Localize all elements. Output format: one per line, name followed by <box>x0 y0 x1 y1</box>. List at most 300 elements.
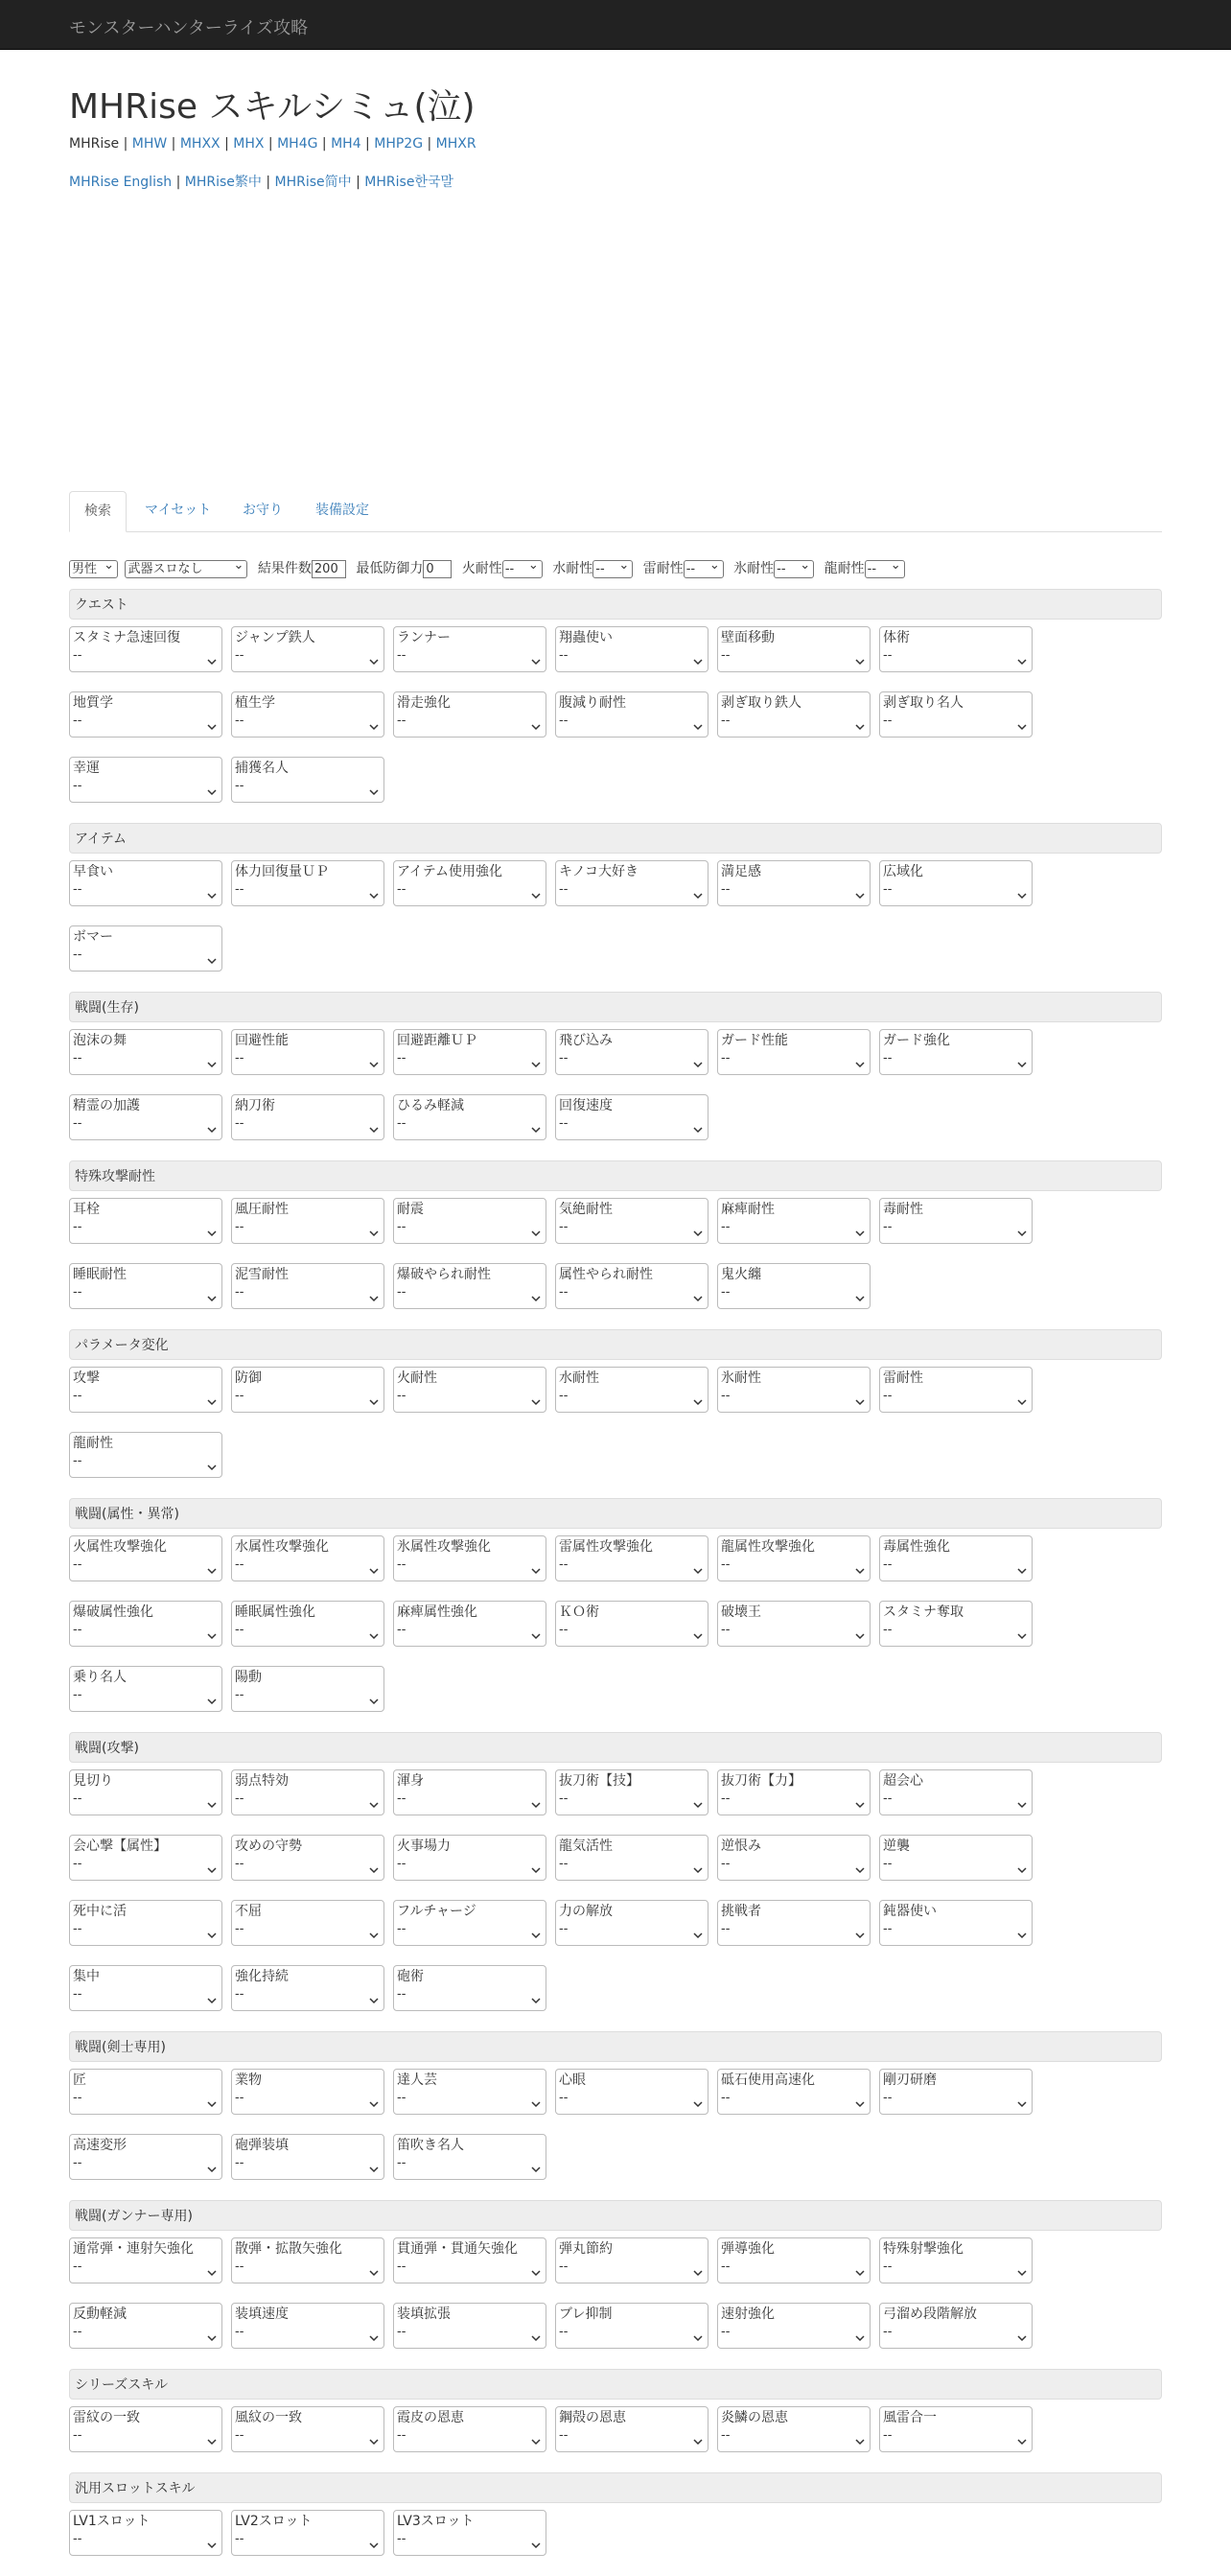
skill-level-value: -- <box>397 1285 406 1300</box>
skill-name: ＫＯ術 <box>559 1604 599 1620</box>
skill-name: 毒耐性 <box>883 1202 923 1217</box>
skill-level-value: -- <box>73 1987 82 2002</box>
skill-level-value: -- <box>883 714 893 728</box>
skill-select[interactable] <box>393 860 546 906</box>
skill-select[interactable] <box>69 1263 222 1309</box>
skill-name: LV2スロット <box>235 2514 313 2529</box>
skill-select[interactable] <box>69 1900 222 1946</box>
skill-level-value: -- <box>559 1857 569 1871</box>
chevron-down-icon <box>530 1630 542 1642</box>
skill-select[interactable] <box>717 2069 871 2115</box>
skill-select[interactable] <box>555 1198 708 1244</box>
skill-level-value: -- <box>73 948 82 962</box>
skill-select[interactable] <box>555 2069 708 2115</box>
chevron-down-icon <box>206 1124 218 1136</box>
skill-level-value: -- <box>397 1051 406 1066</box>
skill-level-value: -- <box>397 2532 406 2546</box>
skill-level-value: -- <box>397 1987 406 2002</box>
tab-bar <box>69 491 1162 532</box>
version-link-mh4g[interactable]: MH4G <box>277 136 318 152</box>
skill-name: LV1スロット <box>73 2514 151 2529</box>
chevron-down-icon <box>206 2164 218 2175</box>
chevron-down-icon <box>692 890 704 902</box>
skill-level-value: -- <box>235 2156 244 2170</box>
skill-select[interactable] <box>555 626 708 672</box>
skill-select[interactable] <box>393 1367 546 1413</box>
skill-select[interactable] <box>231 1835 384 1881</box>
skill-select[interactable] <box>69 1601 222 1647</box>
chevron-down-icon <box>692 1124 704 1136</box>
skill-select[interactable] <box>879 691 1033 738</box>
skill-select[interactable] <box>555 1367 708 1413</box>
skill-level-value: -- <box>73 2532 82 2546</box>
skill-select[interactable] <box>69 626 222 672</box>
version-link-mhp2g[interactable]: MHP2G <box>374 136 424 152</box>
ad-space <box>69 213 1162 481</box>
skill-select[interactable] <box>879 2406 1033 2452</box>
skill-level-value: -- <box>721 2260 731 2274</box>
skill-name: スタミナ奪取 <box>883 1604 964 1620</box>
skill-select[interactable] <box>69 2069 222 2115</box>
skill-select[interactable] <box>393 1029 546 1075</box>
version-link-mhw[interactable]: MHW <box>131 136 168 152</box>
chevron-down-icon <box>854 2436 866 2447</box>
tab-charms[interactable]: お守り <box>243 503 283 518</box>
skill-select[interactable] <box>231 1535 384 1581</box>
skill-select[interactable] <box>717 2237 871 2283</box>
chevron-down-icon <box>692 2332 704 2344</box>
skill-name: 麻痺属性強化 <box>397 1604 477 1620</box>
skill-select[interactable] <box>555 1601 708 1647</box>
skill-name: 雷属性攻撃強化 <box>559 1539 653 1555</box>
skill-select[interactable] <box>717 1029 871 1075</box>
chevron-down-icon <box>1016 1930 1028 1941</box>
skill-level-value: -- <box>235 1791 244 1806</box>
skill-select[interactable] <box>69 1198 222 1244</box>
skill-level-value: -- <box>397 1220 406 1234</box>
skill-level-value: -- <box>559 1285 569 1300</box>
skill-select[interactable] <box>717 1367 871 1413</box>
skill-select[interactable] <box>879 1198 1033 1244</box>
skill-select[interactable] <box>69 691 222 738</box>
version-link-mhxr[interactable]: MHXR <box>435 136 476 152</box>
skill-select[interactable] <box>393 691 546 738</box>
skill-level-value: -- <box>397 2428 406 2443</box>
skill-select[interactable] <box>393 2134 546 2180</box>
skill-select[interactable] <box>393 1601 546 1647</box>
skill-name: 防御 <box>235 1370 262 1386</box>
skill-select[interactable] <box>717 1535 871 1581</box>
skill-select[interactable] <box>393 2406 546 2452</box>
chevron-down-icon <box>530 2540 542 2551</box>
chevron-down-icon <box>854 2332 866 2344</box>
chevron-down-icon <box>368 1396 380 1408</box>
skill-select[interactable] <box>555 860 708 906</box>
tab-equipment-settings[interactable]: 装備設定 <box>315 503 369 518</box>
skill-select[interactable] <box>717 1835 871 1881</box>
chevron-down-icon <box>1016 1059 1028 1070</box>
skill-select[interactable] <box>555 1900 708 1946</box>
skill-level-value: -- <box>883 1557 893 1572</box>
weapon-slot-select[interactable]: 武器スロなし ⌄ <box>125 560 247 578</box>
skill-grid <box>69 2069 1162 2199</box>
skill-name: フルチャージ <box>397 1904 476 1919</box>
skill-name: 剥ぎ取り鉄人 <box>721 695 801 711</box>
language-link-simplified-chinese[interactable]: MHRise简中 <box>274 175 352 190</box>
chevron-down-icon <box>854 2098 866 2110</box>
skill-select[interactable] <box>555 1769 708 1815</box>
skill-select[interactable] <box>69 757 222 803</box>
fire-res-select[interactable]: -- ⌄ <box>502 560 543 578</box>
chevron-down-icon <box>530 1864 542 1876</box>
chevron-down-icon <box>530 1124 542 1136</box>
skill-select[interactable] <box>555 2237 708 2283</box>
skill-grid <box>69 1029 1162 1159</box>
skill-select[interactable] <box>555 1535 708 1581</box>
skill-level-value: -- <box>721 1557 731 1572</box>
chevron-down-icon <box>206 2540 218 2551</box>
skill-level-value: -- <box>73 1285 82 1300</box>
language-link-traditional-chinese[interactable]: MHRise繁中 <box>184 175 262 190</box>
skill-select[interactable] <box>69 925 222 972</box>
skill-name: 火属性攻撃強化 <box>73 1539 167 1555</box>
skill-select[interactable] <box>231 626 384 672</box>
skill-select[interactable] <box>393 1900 546 1946</box>
skill-grid <box>69 626 1162 822</box>
skill-select[interactable] <box>393 2303 546 2349</box>
current-version: MHRise <box>69 136 120 152</box>
skill-select[interactable] <box>555 1094 708 1140</box>
skill-grid <box>69 2237 1162 2368</box>
skill-name: 水属性攻撃強化 <box>235 1539 329 1555</box>
skill-name: 鬼火纏 <box>721 1267 761 1282</box>
skill-level-value: -- <box>73 648 82 663</box>
skill-level-value: -- <box>235 714 244 728</box>
chevron-down-icon <box>854 1799 866 1811</box>
skill-grid <box>69 2510 1162 2575</box>
chevron-down-icon <box>530 2098 542 2110</box>
thunder-res-label: 雷耐性 <box>642 561 684 576</box>
skill-grid <box>69 860 1162 991</box>
skill-select[interactable] <box>393 2510 546 2556</box>
skill-select[interactable] <box>717 1263 871 1309</box>
chevron-down-icon <box>206 1799 218 1811</box>
chevron-down-icon <box>1016 1565 1028 1577</box>
skill-select[interactable] <box>717 626 871 672</box>
skill-select[interactable] <box>879 1835 1033 1881</box>
skill-select[interactable] <box>69 1835 222 1881</box>
skill-select[interactable] <box>69 2134 222 2180</box>
skill-select[interactable] <box>69 2237 222 2283</box>
skill-select[interactable] <box>69 1029 222 1075</box>
skill-name: 飛び込み <box>559 1033 613 1048</box>
skill-select[interactable] <box>717 1198 871 1244</box>
skill-level-value: -- <box>883 1922 893 1936</box>
skill-level-value: -- <box>883 2091 893 2105</box>
section-header: シリーズスキル <box>69 2369 1162 2400</box>
skill-select[interactable] <box>231 1029 384 1075</box>
skill-name: 渾身 <box>397 1773 424 1789</box>
skill-select[interactable] <box>69 1367 222 1413</box>
tab-search[interactable]: 検索 <box>69 491 127 532</box>
skill-name: 抜刀術【力】 <box>721 1773 801 1789</box>
tab-my-set[interactable]: マイセット <box>145 503 212 518</box>
skill-select[interactable] <box>393 626 546 672</box>
skill-name: 龍気活性 <box>559 1838 613 1854</box>
skill-select[interactable] <box>231 1263 384 1309</box>
skill-level-value: -- <box>397 714 406 728</box>
skill-name: 鋼殻の恩恵 <box>559 2410 626 2425</box>
skill-select[interactable] <box>231 1666 384 1712</box>
skill-level-value: -- <box>721 2325 731 2339</box>
skill-level-value: -- <box>235 1623 244 1637</box>
section-header: 戦闘(攻撃) <box>69 1732 1162 1763</box>
skill-select[interactable] <box>879 1535 1033 1581</box>
skill-level-value: -- <box>559 1389 569 1403</box>
skill-name: 毒属性強化 <box>883 1539 950 1555</box>
skill-select[interactable] <box>69 1432 222 1478</box>
chevron-down-icon <box>854 1864 866 1876</box>
skill-select[interactable] <box>555 691 708 738</box>
skill-level-value: -- <box>883 1623 893 1637</box>
skill-name: 貫通弾・貫通矢強化 <box>397 2241 518 2257</box>
skill-select[interactable] <box>69 1769 222 1815</box>
skill-select[interactable] <box>879 1367 1033 1413</box>
skill-level-value: -- <box>235 1857 244 1871</box>
chevron-down-icon <box>368 1124 380 1136</box>
skill-select[interactable] <box>717 691 871 738</box>
language-link-korean[interactable]: MHRise한국말 <box>364 175 453 190</box>
skill-name: 龍属性攻撃強化 <box>721 1539 815 1555</box>
skill-name: 氷属性攻撃強化 <box>397 1539 491 1555</box>
skill-level-value: -- <box>559 2428 569 2443</box>
skill-select[interactable] <box>717 1601 871 1647</box>
skill-name: 麻痺耐性 <box>721 1202 775 1217</box>
skill-name: 納刀術 <box>235 1098 275 1113</box>
skill-level-value: -- <box>721 2428 731 2443</box>
skill-select[interactable] <box>69 2406 222 2452</box>
skill-name: 広域化 <box>883 864 923 879</box>
chevron-down-icon <box>1016 2332 1028 2344</box>
chevron-down-icon <box>206 2332 218 2344</box>
ice-res-label: 氷耐性 <box>733 561 775 576</box>
navbar-brand[interactable]: モンスターハンターライズ攻略 <box>69 18 309 38</box>
skill-name: ひるみ軽減 <box>397 1098 464 1113</box>
skill-select[interactable] <box>393 1769 546 1815</box>
skill-select[interactable] <box>69 1535 222 1581</box>
skill-select[interactable] <box>231 2510 384 2556</box>
chevron-down-icon <box>206 1930 218 1941</box>
skill-select[interactable] <box>717 1769 871 1815</box>
skill-select[interactable] <box>231 1900 384 1946</box>
skill-select[interactable] <box>879 1029 1033 1075</box>
skill-select[interactable] <box>555 1835 708 1881</box>
skill-select[interactable] <box>231 2303 384 2349</box>
skill-select[interactable] <box>231 1769 384 1815</box>
skill-select[interactable] <box>231 2069 384 2115</box>
skill-select[interactable] <box>879 626 1033 672</box>
skill-select[interactable] <box>69 1094 222 1140</box>
chevron-down-icon <box>368 1293 380 1304</box>
skill-select[interactable] <box>393 2237 546 2283</box>
skill-select[interactable] <box>393 1263 546 1309</box>
skill-level-value: -- <box>721 1922 731 1936</box>
skill-select[interactable] <box>717 1900 871 1946</box>
skill-select[interactable] <box>717 860 871 906</box>
skill-level-value: -- <box>721 1857 731 1871</box>
skill-level-value: -- <box>721 1623 731 1637</box>
chevron-down-icon <box>530 721 542 733</box>
section-header: 戦闘(ガンナー専用) <box>69 2200 1162 2231</box>
skill-level-value: -- <box>397 1857 406 1871</box>
water-res-select[interactable]: -- ⌄ <box>592 560 633 578</box>
chevron-down-icon <box>206 2098 218 2110</box>
chevron-down-icon <box>530 1228 542 1239</box>
skill-select[interactable] <box>69 1965 222 2011</box>
chevron-down-icon <box>530 1995 542 2006</box>
skill-name: 爆破やられ耐性 <box>397 1267 491 1282</box>
chevron-down-icon <box>1016 890 1028 902</box>
skill-level-value: -- <box>235 2091 244 2105</box>
skill-select[interactable] <box>879 1769 1033 1815</box>
skill-select[interactable] <box>231 2406 384 2452</box>
skill-level-value: -- <box>73 1623 82 1637</box>
skill-select[interactable] <box>231 691 384 738</box>
min-defense-label: 最低防御力 <box>356 561 424 576</box>
skill-name: 見切り <box>73 1773 113 1789</box>
skill-level-value: -- <box>397 2156 406 2170</box>
skill-select[interactable] <box>69 2303 222 2349</box>
skill-level-value: -- <box>235 882 244 897</box>
gender-select[interactable]: 男性 ⌄ <box>69 560 118 578</box>
chevron-down-icon <box>692 721 704 733</box>
section-header: 戦闘(属性・異常) <box>69 1498 1162 1529</box>
skill-select[interactable] <box>393 1965 546 2011</box>
chevron-down-icon <box>368 890 380 902</box>
skill-select[interactable] <box>393 1094 546 1140</box>
skill-level-value: -- <box>73 2156 82 2170</box>
skill-select[interactable] <box>231 860 384 906</box>
skill-level-value: -- <box>883 882 893 897</box>
chevron-down-icon <box>1016 2436 1028 2447</box>
chevron-down-icon <box>530 1930 542 1941</box>
chevron-down-icon <box>692 656 704 667</box>
skill-select[interactable] <box>879 860 1033 906</box>
skill-grid <box>69 1769 1162 2030</box>
skill-name: 超会心 <box>883 1773 923 1789</box>
skill-grid <box>69 1367 1162 1497</box>
skill-select[interactable] <box>393 2069 546 2115</box>
skill-select[interactable] <box>717 2406 871 2452</box>
skill-select[interactable] <box>231 1367 384 1413</box>
skill-select[interactable] <box>555 2406 708 2452</box>
thunder-res-select[interactable]: -- ⌄ <box>684 560 724 578</box>
skill-name: 体術 <box>883 630 910 645</box>
result-count-input[interactable]: 200 <box>312 560 346 578</box>
skill-select[interactable] <box>879 2237 1033 2283</box>
skill-select[interactable] <box>555 1029 708 1075</box>
skill-select[interactable] <box>555 1263 708 1309</box>
skill-select[interactable] <box>231 1094 384 1140</box>
skill-level-value: -- <box>73 1857 82 1871</box>
ice-res-select[interactable]: -- ⌄ <box>774 560 814 578</box>
skill-name: 弾導強化 <box>721 2241 775 2257</box>
skill-select[interactable] <box>879 1601 1033 1647</box>
skill-select[interactable] <box>393 1535 546 1581</box>
skill-name: 会心撃【属性】 <box>73 1838 167 1854</box>
skill-select[interactable] <box>717 2303 871 2349</box>
version-link-mhx[interactable]: MHX <box>233 136 265 152</box>
skill-select[interactable] <box>879 1900 1033 1946</box>
language-link-english[interactable]: MHRise English <box>69 175 173 190</box>
chevron-down-icon <box>368 1630 380 1642</box>
skill-name: 氷耐性 <box>721 1370 761 1386</box>
skill-level-value: -- <box>559 1116 569 1131</box>
language-links: MHRise English | MHRise繁中 | MHRise简中 | MHRise한국말 <box>69 175 453 190</box>
skill-select[interactable] <box>879 2303 1033 2349</box>
dragon-res-select[interactable]: -- ⌄ <box>865 560 905 578</box>
skill-name: 龍耐性 <box>73 1436 113 1451</box>
skill-select[interactable] <box>231 1198 384 1244</box>
chevron-down-icon <box>1016 1396 1028 1408</box>
skill-name: 泡沫の舞 <box>73 1033 127 1048</box>
skill-level-value: -- <box>559 882 569 897</box>
skill-level-value: -- <box>235 1285 244 1300</box>
skill-select[interactable] <box>231 1601 384 1647</box>
skill-name: 速射強化 <box>721 2307 775 2322</box>
chevron-down-icon <box>206 1462 218 1473</box>
skill-select[interactable] <box>69 2510 222 2556</box>
skill-level-value: -- <box>883 2325 893 2339</box>
version-link-mh4[interactable]: MH4 <box>331 136 361 152</box>
skill-select[interactable] <box>69 860 222 906</box>
skill-name: 攻撃 <box>73 1370 100 1386</box>
chevron-down-icon <box>206 786 218 798</box>
skill-select[interactable] <box>393 1198 546 1244</box>
skill-name: 逆襲 <box>883 1838 910 1854</box>
chevron-down-icon <box>368 656 380 667</box>
min-defense-input[interactable]: 0 <box>423 560 452 578</box>
skill-name: 達人芸 <box>397 2073 437 2088</box>
chevron-down-icon <box>368 1995 380 2006</box>
skill-level-value: -- <box>73 2260 82 2274</box>
chevron-down-icon <box>1016 721 1028 733</box>
skill-level-value: -- <box>235 2325 244 2339</box>
skill-name: 睡眠耐性 <box>73 1267 127 1282</box>
chevron-down-icon <box>368 2540 380 2551</box>
skill-level-value: -- <box>397 1389 406 1403</box>
version-link-mhxx[interactable]: MHXX <box>179 136 221 152</box>
skill-level-value: -- <box>73 1454 82 1468</box>
skill-level-value: -- <box>73 2325 82 2339</box>
skill-level-value: -- <box>73 1116 82 1131</box>
skill-name: 弾丸節約 <box>559 2241 613 2257</box>
skill-select[interactable] <box>231 757 384 803</box>
skill-select[interactable] <box>555 2303 708 2349</box>
skill-select[interactable] <box>231 2134 384 2180</box>
skill-name: 剥ぎ取り名人 <box>883 695 964 711</box>
skill-select[interactable] <box>69 1666 222 1712</box>
skill-name: 地質学 <box>73 695 113 711</box>
skill-select[interactable] <box>231 2237 384 2283</box>
skill-select[interactable] <box>231 1965 384 2011</box>
skill-select[interactable] <box>879 2069 1033 2115</box>
skill-name: 乗り名人 <box>73 1670 127 1685</box>
skill-select[interactable] <box>393 1835 546 1881</box>
skill-name: 破壊王 <box>721 1604 761 1620</box>
skill-name: 睡眠属性強化 <box>235 1604 315 1620</box>
skill-name: 散弾・拡散矢強化 <box>235 2241 342 2257</box>
